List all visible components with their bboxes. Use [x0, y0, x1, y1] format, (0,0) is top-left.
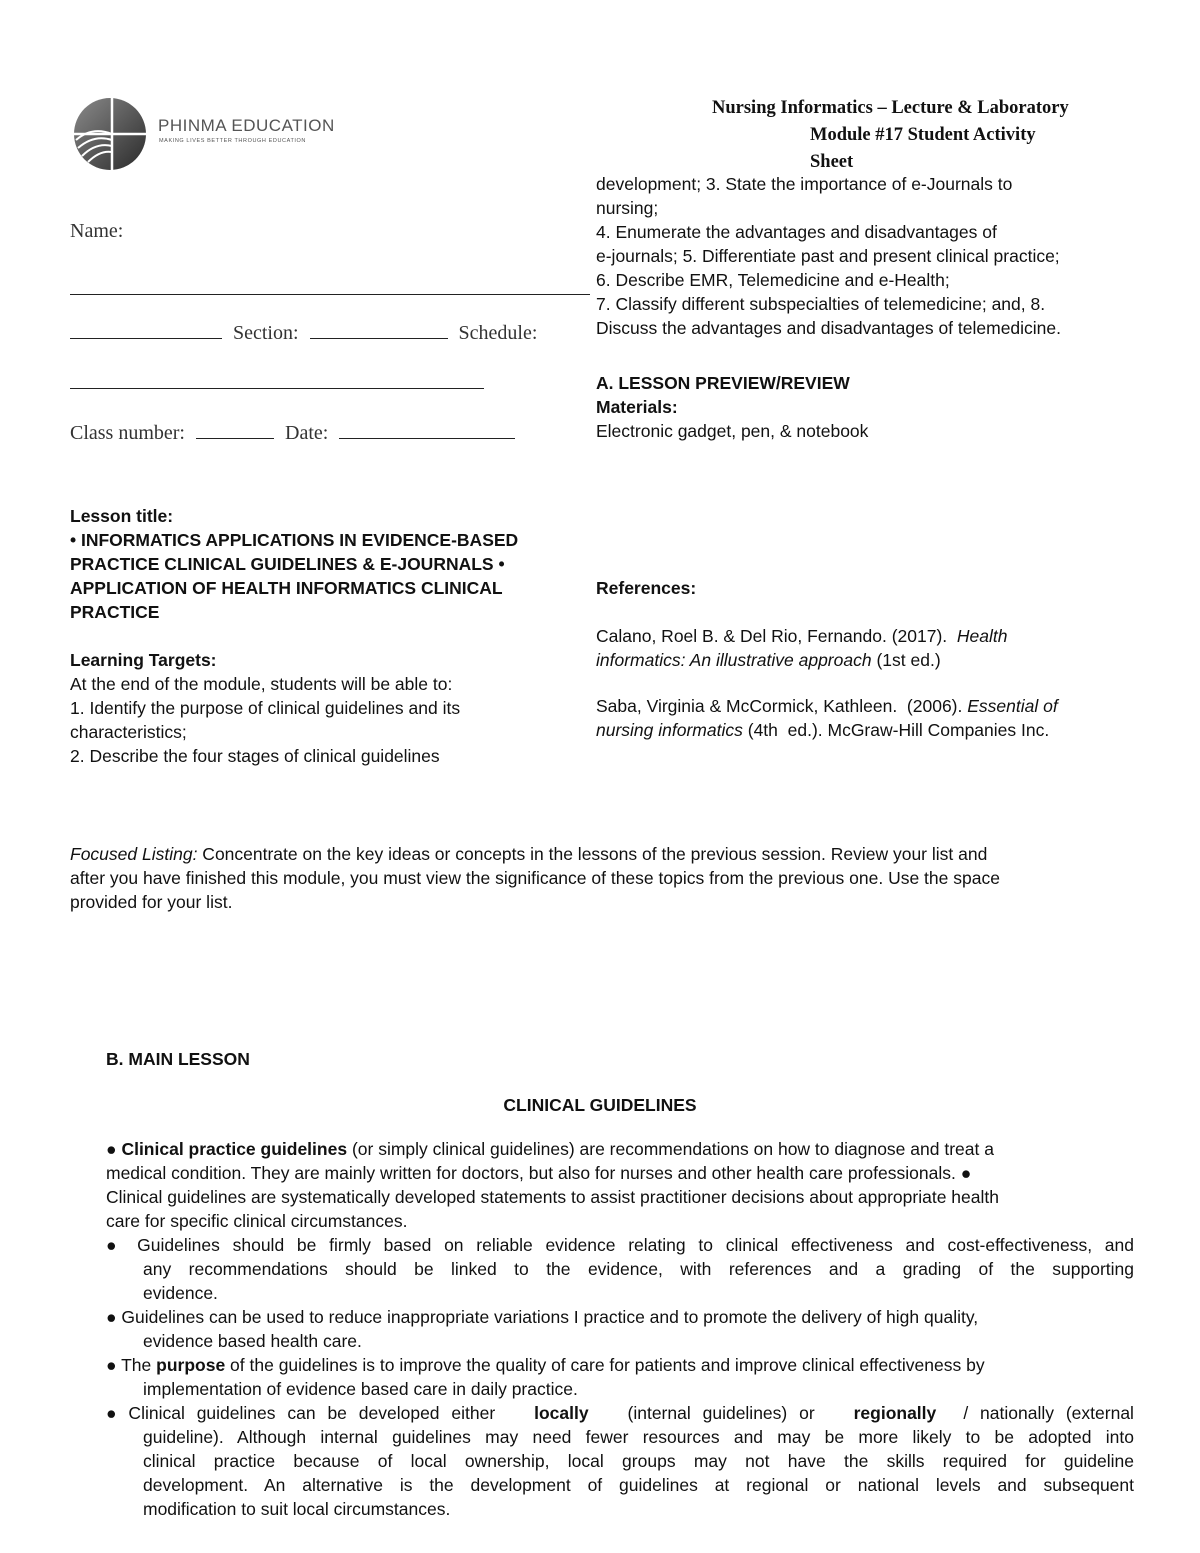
- para3-line2: evidence based health care.: [143, 1331, 362, 1351]
- ref2-title-b: nursing informatics: [596, 720, 743, 740]
- phinma-logo-mark: [72, 96, 148, 172]
- para1-line1: [106, 1137, 1134, 1161]
- references-label: References:: [596, 578, 697, 598]
- spacer: [70, 624, 518, 648]
- lesson-title-line: PRACTICE: [70, 602, 160, 622]
- learning-targets-label: Learning Targets:: [70, 650, 217, 670]
- target-line: 7. Classify different subspecialties of telemedicine; and, 8.: [596, 294, 1046, 314]
- preview-heading: A. LESSON PREVIEW/REVIEW: [596, 373, 850, 393]
- main-lesson-body: [106, 1137, 1134, 1521]
- para4-line1: [106, 1353, 1134, 1377]
- name-label: Name:: [70, 220, 124, 242]
- logo-tagline: MAKING LIVES BETTER THROUGH EDUCATION: [159, 138, 306, 144]
- target-line: e-journals; 5. Differentiate past and present clinical practice;: [596, 246, 1060, 266]
- target-line: Discuss the advantages and disadvantages of telemedicine.: [596, 318, 1062, 338]
- lesson-title-line: PRACTICE CLINICAL GUIDELINES & E-JOURNALS •: [70, 554, 505, 574]
- para1-line2: medical condition. They are mainly written for doctors, but also for nurses and other health care professionals. ●: [106, 1163, 972, 1183]
- class-number-field[interactable]: [196, 420, 274, 439]
- learning-target-line: characteristics;: [70, 722, 187, 742]
- para1-text: (or simply clinical guidelines) are recommendations on how to diagnose and treat a: [347, 1139, 994, 1159]
- learning-target-line: At the end of the module, students will be able to:: [70, 674, 453, 694]
- title-line-3: Sheet: [810, 152, 854, 172]
- focused-listing-text: Concentrate on the key ideas or concepts in the lessons of the previous session. Review your list and: [197, 844, 988, 864]
- ref2-authors: Saba, Virginia & McCormick, Kathleen. (2006).: [596, 696, 968, 716]
- schedule-label: Schedule:: [458, 322, 538, 344]
- para3-line1: ● Guidelines can be used to reduce inappropriate variations I practice and to promote the delivery of high quality,: [106, 1307, 979, 1327]
- para5-line3: clinical practice because of local ownership, local groups may not have the skills required for guideline: [143, 1451, 1134, 1471]
- clinical-guidelines-title: CLINICAL GUIDELINES: [503, 1095, 697, 1115]
- target-line: nursing;: [596, 198, 659, 218]
- learning-targets-continued: [596, 172, 1061, 340]
- lesson-title-block: [70, 504, 518, 768]
- title-line-1: Nursing Informatics – Lecture & Laboratory: [712, 98, 1069, 118]
- reference-1-line-2: [596, 648, 1058, 672]
- date-field[interactable]: [339, 420, 515, 439]
- focused-listing-line-3: provided for your list.: [70, 892, 233, 912]
- materials-text: Electronic gadget, pen, & notebook: [596, 421, 869, 441]
- class-number-label: Class number:: [70, 422, 185, 444]
- para1-line3: Clinical guidelines are systematically developed statements to assist practitioner decisions about appropriate health: [106, 1187, 999, 1207]
- para5-line5: modification to suit local circumstances.: [143, 1499, 451, 1519]
- focused-listing-line-1: [70, 842, 1000, 866]
- focused-listing: [70, 842, 1000, 914]
- para5-line2: guideline). Although internal guidelines may need fewer resources and may be more likely to be adopted into: [143, 1427, 1134, 1447]
- para4-line2: implementation of evidence based care in daily practice.: [143, 1379, 578, 1399]
- para5-line1: [106, 1401, 1134, 1425]
- para5-tail: / nationally (external: [963, 1403, 1134, 1423]
- para1-line4: care for specific clinical circumstances.: [106, 1211, 408, 1231]
- title-line-2: Module #17 Student Activity: [810, 125, 1036, 145]
- spacer: [596, 672, 1058, 694]
- ref1-edition: (1st ed.): [871, 650, 941, 670]
- para5-mid: (internal guidelines) or: [615, 1403, 827, 1423]
- para2-line3: evidence.: [143, 1283, 218, 1303]
- term-regionally: regionally: [853, 1403, 937, 1423]
- para5-lead: ● Clinical guidelines can be developed either: [106, 1403, 508, 1423]
- learning-target-line: 1. Identify the purpose of clinical guidelines and its: [70, 698, 461, 718]
- lesson-title-label: Lesson title:: [70, 506, 174, 526]
- ref1-title-a: Health: [956, 626, 1008, 646]
- lesson-title-line: • INFORMATICS APPLICATIONS IN EVIDENCE-BASED: [70, 530, 519, 550]
- phinma-logo: [72, 96, 342, 172]
- bullet: ●: [106, 1139, 122, 1159]
- spacer: [596, 600, 1058, 624]
- schedule-field[interactable]: [70, 370, 484, 389]
- references: [596, 576, 1058, 742]
- ref2-edition: (4th ed.). McGraw-Hill Companies Inc.: [742, 720, 1050, 740]
- lesson-preview: [596, 371, 868, 443]
- focused-listing-line-2: after you have finished this module, you must view the significance of these topics from the previous one. Use the space: [70, 868, 1000, 888]
- para2-line1: ● Guidelines should be firmly based on reliable evidence relating to clinical effectiveness and cost-effectiveness, and: [106, 1235, 1134, 1255]
- lesson-title-line: APPLICATION OF HEALTH INFORMATICS CLINICAL: [70, 578, 503, 598]
- main-lesson-heading: B. MAIN LESSON: [106, 1049, 250, 1069]
- target-line: 4. Enumerate the advantages and disadvantages of: [596, 222, 997, 242]
- section-field[interactable]: [310, 320, 448, 339]
- term-purpose: purpose: [156, 1355, 226, 1375]
- ref2-title-a: Essential of: [967, 696, 1058, 716]
- focused-listing-label: Focused Listing:: [70, 844, 198, 864]
- target-line: 6. Describe EMR, Telemedicine and e-Health;: [596, 270, 950, 290]
- target-line: development; 3. State the importance of e-Journals to: [596, 174, 1013, 194]
- term-clinical-practice-guidelines: Clinical practice guidelines: [121, 1139, 348, 1159]
- date-label: Date:: [285, 422, 329, 444]
- para2-line2: any recommendations should be linked to the evidence, with references and a grading of the supporting: [143, 1259, 1134, 1279]
- reference-2-line-2: [596, 718, 1058, 742]
- document-title: [700, 95, 1069, 176]
- ref1-authors: Calano, Roel B. & Del Rio, Fernando. (2017).: [596, 626, 957, 646]
- ref1-title-b: informatics: An illustrative approach: [596, 650, 872, 670]
- section-label: Section:: [233, 322, 299, 344]
- term-locally: locally: [534, 1403, 589, 1423]
- para5-line4: development. An alternative is the development of guidelines at regional or national levels and subsequent: [143, 1475, 1134, 1495]
- reference-2-line-1: [596, 694, 1058, 718]
- learning-target-line: 2. Describe the four stages of clinical guidelines: [70, 746, 440, 766]
- class-date-row: [70, 420, 515, 445]
- materials-label: Materials:: [596, 397, 678, 417]
- name-field[interactable]: [70, 276, 590, 295]
- para4-lead: ● The: [106, 1355, 157, 1375]
- para4-text: of the guidelines is to improve the quality of care for patients and improve clinical effectiveness by: [225, 1355, 985, 1375]
- reference-1-line-1: [596, 624, 1058, 648]
- section-schedule-row: [70, 320, 537, 345]
- blank-before-section[interactable]: [70, 320, 222, 339]
- logo-name: PHINMA EDUCATION: [158, 116, 335, 135]
